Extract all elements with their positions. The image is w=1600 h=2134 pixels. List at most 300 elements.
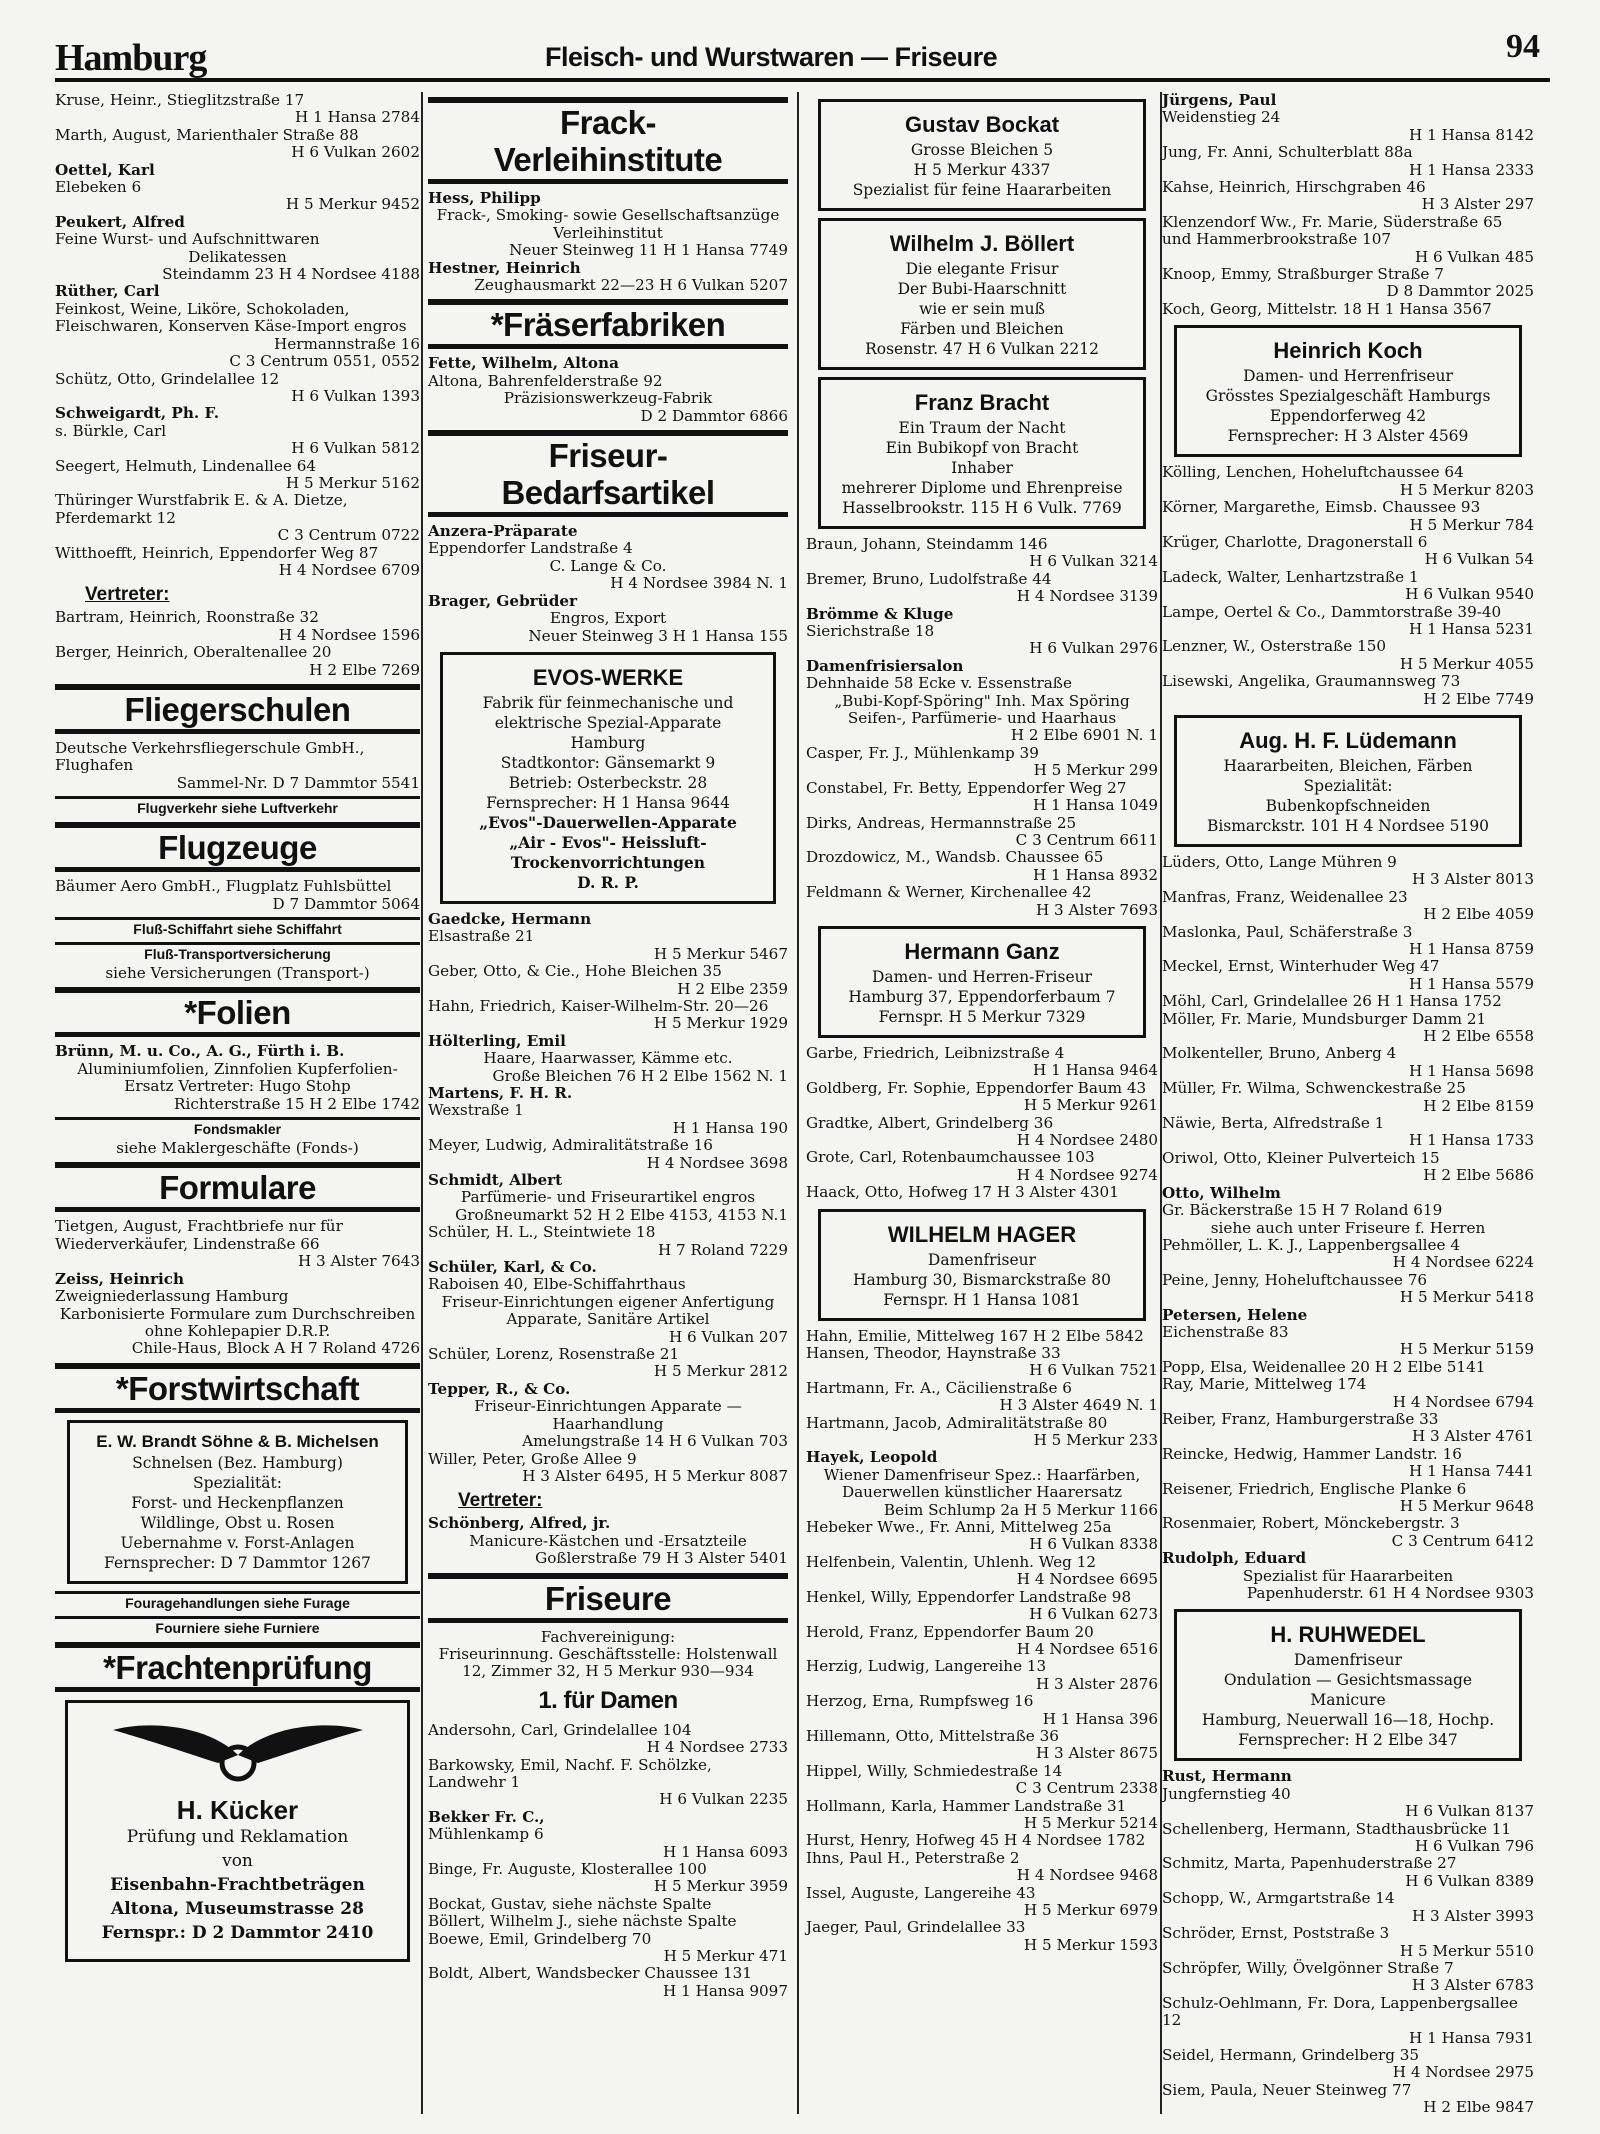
advertiser-name: EVOS-WERKE <box>532 664 684 690</box>
directory-entry <box>55 492 420 544</box>
entry-phone: H 4 Nordsee 6224 <box>1392 1253 1534 1272</box>
advertisement-line: Die elegante Frisur <box>905 260 1059 278</box>
entry-phone: H 1 Hansa 190 <box>672 1118 788 1137</box>
advertisement-line: Fernsprecher: H 1 Hansa 9644 <box>486 793 730 812</box>
directory-entry <box>428 1931 788 1966</box>
directory-entry <box>1162 1376 1534 1411</box>
advertisement-line: Manicure <box>1310 1691 1386 1710</box>
directory-entry <box>428 1085 788 1137</box>
directory-entry <box>428 355 788 425</box>
entry-name-bold: Schüler, Karl, & Co. <box>428 1258 597 1277</box>
entry-description: Friseur-Einrichtungen eigener Anfertigung Apparate, Sanitäre Artikel <box>441 1292 775 1329</box>
entry-phone: H 6 Vulkan 6273 <box>1029 1605 1158 1624</box>
directory-entry <box>428 1172 788 1224</box>
entry-phone: H 4 Nordsee 6516 <box>1016 1639 1158 1658</box>
entry-phone: H 5 Merkur 3959 <box>653 1877 788 1896</box>
entry-phone: H 5 Merkur 4055 <box>1399 654 1534 673</box>
entry-phone: H 1 Hansa 8759 <box>1409 940 1534 958</box>
entry-text: Möhl, Carl, Grindelallee 26 H 1 Hansa 1752 <box>1162 992 1502 1011</box>
directory-entry <box>55 878 420 913</box>
entry-text: Constabel, Fr. Betty, Eppendorfer Weg 27 <box>806 778 1127 797</box>
directory-entry <box>806 606 1158 658</box>
entry-name-bold: Martens, F. H. R. <box>428 1083 573 1102</box>
entry-phone: H 5 Merkur 471 <box>663 1947 788 1966</box>
entry-text: Lüders, Otto, Lange Mühren 9 <box>1162 852 1397 871</box>
advertisement-box <box>440 652 776 904</box>
entry-description: siehe Versicherungen (Transport-) <box>105 964 370 983</box>
entry-phone: H 5 Merkur 5162 <box>285 473 420 492</box>
entry-phone: H 3 Alster 2876 <box>1035 1674 1158 1693</box>
entry-phone: H 6 Vulkan 485 <box>1414 247 1534 266</box>
category-heading: *Frachtenprüfung <box>55 1642 420 1692</box>
entry-text: Lampe, Oertel & Co., Dammtorstraße 39-40 <box>1162 602 1502 621</box>
entry-text: Ihns, Paul H., Peterstraße 2 <box>806 1848 1020 1867</box>
entry-phone: C 3 Centrum 2338 <box>1015 1779 1158 1798</box>
entry-text: Hollmann, Karla, Hammer Landstraße 31 <box>806 1796 1127 1815</box>
directory-entry <box>806 1519 1158 1554</box>
entry-phone: H 5 Merkur 784 <box>1409 515 1534 534</box>
entry-phone: H 1 Hansa 5698 <box>1409 1061 1534 1080</box>
category-heading: Formulare <box>55 1162 420 1212</box>
entry-text: Schmitz, Marta, Papenhuderstraße 27 <box>1162 1854 1457 1873</box>
directory-entry <box>55 1140 420 1157</box>
directory-entry <box>55 1271 420 1358</box>
entry-phone: H 4 Nordsee 9468 <box>1016 1866 1158 1885</box>
directory-entry <box>428 523 788 593</box>
directory-entry <box>1162 534 1534 569</box>
entry-name-bold: Hess, Philipp <box>428 189 541 207</box>
directory-entry <box>1162 673 1534 708</box>
entry-name-bold: Fette, Wilhelm, Altona <box>428 354 619 373</box>
advertisement-line: Hamburg 30, Bismarckstraße 80 <box>853 1270 1111 1289</box>
advertisement-line: „Evos"-Dauerwellen-Apparate <box>479 812 737 832</box>
directory-entry <box>428 190 788 260</box>
entry-phone: H 3 Alster 6783 <box>1411 1976 1534 1995</box>
entry-text: Molkenteller, Bruno, Anberg 4 <box>1162 1044 1397 1063</box>
directory-entry <box>1162 924 1534 959</box>
advertisement-line: Damen- und Herren-Friseur <box>871 967 1093 986</box>
entry-description: Präzisionswerkzeug-Fabrik <box>503 389 713 408</box>
entry-text: Schulz-Oehlmann, Fr. Dora, Lappenbergsallee 12 <box>1162 1993 1518 2030</box>
advertisement-line: mehrerer Diplome und Ehrenpreise <box>841 479 1123 497</box>
advertisement-line: Trockenvorrichtungen <box>510 852 706 872</box>
entry-phone: H 6 Vulkan 3214 <box>1029 552 1158 571</box>
header-rule <box>55 78 1550 82</box>
directory-entry <box>1162 1855 1534 1890</box>
advertisement-line: Prüfung und Reklamation <box>126 1826 349 1847</box>
entry-text: Feldmann & Werner, Kirchenallee 42 <box>806 883 1092 902</box>
entry-text: Meyer, Ludwig, Admiralitätstraße 16 <box>428 1136 713 1155</box>
entry-phone: H 1 Hansa 8932 <box>1033 865 1158 884</box>
directory-entry <box>806 1184 1158 1201</box>
subheading: 1. für Damen <box>538 1686 678 1714</box>
directory-entry <box>428 1629 788 1646</box>
directory-entry <box>428 1913 788 1930</box>
directory-entry <box>1162 1821 1534 1856</box>
entry-text: Schopp, W., Armgartstraße 14 <box>1162 1889 1395 1908</box>
entry-phone: Beim Schlump 2a H 5 Merkur 1166 <box>883 1500 1158 1519</box>
entry-text: Meckel, Ernst, Winterhuder Weg 47 <box>1162 957 1440 976</box>
directory-entry <box>428 1965 788 2000</box>
entry-text: Barkowsky, Emil, Nachf. F. Schölzke, Landwehr 1 <box>428 1755 712 1791</box>
cross-reference: Fourniere siehe Furniere <box>55 1616 420 1637</box>
advertisement-box <box>818 926 1146 1038</box>
directory-entry <box>1162 889 1534 924</box>
entry-phone: H 6 Vulkan 7521 <box>1029 1361 1158 1380</box>
advertisement-box <box>67 1420 408 1584</box>
entry-description: Wiener Damenfriseur Spez.: Haarfärben, Dauerwellen künstlicher Haarersatz <box>823 1465 1141 1502</box>
entry-phone: C 3 Centrum 6611 <box>1015 830 1158 849</box>
directory-entry <box>428 1137 788 1172</box>
directory-entry <box>55 214 420 284</box>
cross-reference: Fluß-Transportversicherung <box>55 942 420 963</box>
directory-entry <box>428 1033 788 1085</box>
entry-text: s. Bürkle, Carl <box>55 421 167 440</box>
entry-text: Pehmöller, L. K. J., Lappenbergsallee 4 <box>1162 1235 1461 1254</box>
entry-phone: H 5 Merkur 9648 <box>1399 1497 1534 1515</box>
entry-text: Müller, Fr. Wilma, Schwenckestraße 25 <box>1162 1079 1466 1098</box>
directory-entry <box>55 1043 420 1113</box>
directory-entry <box>806 658 1158 745</box>
entry-text: Feinkost, Weine, Liköre, Schokoladen, Fleischwaren, Konserven Käse-Import engros <box>55 299 407 336</box>
entry-name-bold: Bekker Fr. C., <box>428 1807 545 1826</box>
advertisement-line: Fernsprecher: H 3 Alster 4569 <box>1227 427 1469 446</box>
advertiser-name: Franz Bracht <box>914 390 1050 415</box>
entry-phone: H 1 Hansa 9464 <box>1033 1061 1158 1080</box>
column-3 <box>806 92 1158 2126</box>
directory-entry <box>1162 1995 1534 2047</box>
entry-text: Sierichstraße 18 <box>806 622 935 641</box>
entry-phone: H 6 Vulkan 2235 <box>659 1790 788 1809</box>
column-divider <box>797 92 799 2114</box>
directory-entry <box>1162 2082 1534 2117</box>
directory-entry <box>806 1589 1158 1624</box>
directory-entry <box>1162 638 1534 673</box>
entry-phone: Große Bleichen 76 H 2 Elbe 1562 N. 1 <box>492 1066 788 1085</box>
entry-phone: H 7 Roland 7229 <box>657 1240 788 1259</box>
directory-entry <box>428 1451 788 1486</box>
advertisement-line: Altona, Museumstrasse 28 <box>111 1898 364 1919</box>
entry-phone: H 6 Vulkan 5812 <box>291 439 420 458</box>
advertisement-line: elektrische Spezial-Apparate <box>494 713 722 732</box>
winged-wheel-icon <box>108 1715 368 1795</box>
advertisement-box <box>818 377 1146 529</box>
entry-text: Herzog, Erna, Rumpfsweg 16 <box>806 1692 1034 1711</box>
entry-text: Seegert, Helmuth, Lindenallee 64 <box>55 456 317 475</box>
entry-name-bold: Brömme & Kluge <box>806 604 954 623</box>
advertisement-line: „Air - Evos"- Heissluft- <box>509 832 707 852</box>
directory-entry <box>1162 1960 1534 1995</box>
entry-name-bold: Hayek, Leopold <box>806 1448 938 1467</box>
advertisement-box <box>1174 1609 1522 1761</box>
directory-entry <box>1162 1045 1534 1080</box>
entry-phone: H 6 Vulkan 207 <box>668 1327 788 1346</box>
entry-phone: H 3 Alster 7693 <box>1035 900 1158 919</box>
entry-phone: Amelungstraße 14 H 6 Vulkan 703 <box>522 1432 788 1451</box>
directory-entry <box>428 911 788 963</box>
directory-entry <box>1162 1411 1534 1446</box>
directory-entry <box>806 1149 1158 1184</box>
entry-text: Reincke, Hedwig, Hammer Landstr. 16 <box>1162 1444 1462 1463</box>
directory-entry <box>1162 993 1534 1010</box>
advertisement-line: Spezialität: <box>1303 776 1393 795</box>
entry-text: Jung, Fr. Anni, Schulterblatt 88a <box>1162 143 1413 162</box>
entry-phone: H 2 Elbe 7749 <box>1423 689 1534 708</box>
entry-phone: H 4 Nordsee 2733 <box>646 1738 788 1757</box>
entry-phone: H 6 Vulkan 8338 <box>1029 1535 1158 1554</box>
column-1 <box>55 92 420 2126</box>
entry-text: Möller, Fr. Marie, Mundsburger Damm 21 <box>1162 1009 1487 1028</box>
page-number: 94 <box>1506 28 1540 65</box>
category-heading: Friseure <box>428 1573 788 1623</box>
entry-phone: H 2 Elbe 9847 <box>1423 2098 1534 2117</box>
directory-entry <box>1162 2047 1534 2082</box>
entry-description: C. Lange & Co. <box>549 556 667 575</box>
entry-phone: H 6 Vulkan 2602 <box>291 143 420 162</box>
advertisement-line: Hamburg, Neuerwall 16—18, Hochp. <box>1201 1711 1495 1730</box>
directory-entry <box>55 127 420 162</box>
directory-entry <box>806 745 1158 780</box>
entry-phone: H 6 Vulkan 54 <box>1424 550 1534 569</box>
entry-text: Peine, Jenny, Hoheluftchaussee 76 <box>1162 1270 1428 1289</box>
entry-phone: H 3 Alster 8013 <box>1411 870 1534 889</box>
entry-phone: H 2 Elbe 7269 <box>309 660 420 679</box>
directory-entry <box>1162 1185 1534 1237</box>
entry-text: Raboisen 40, Elbe-Schiffahrthaus <box>428 1275 686 1294</box>
entry-phone: H 6 Vulkan 8389 <box>1405 1871 1534 1890</box>
directory-entry <box>428 998 788 1033</box>
entry-text: Schellenberg, Hermann, Stadthausbrücke 11 <box>1162 1819 1512 1838</box>
entry-text: Garbe, Friedrich, Leibnizstraße 4 <box>806 1043 1065 1062</box>
directory-entry <box>1162 144 1534 179</box>
directory-entry <box>1162 464 1534 499</box>
directory-entry <box>1162 1080 1534 1115</box>
directory-entry <box>1162 499 1534 534</box>
entry-text: Rosenmaier, Robert, Mönckebergstr. 3 <box>1162 1514 1460 1533</box>
entry-phone: H 1 Hansa 8142 <box>1409 125 1534 144</box>
entry-phone: H 5 Merkur 1593 <box>1023 1935 1158 1954</box>
advertisement-line: Uebernahme v. Forst-Anlagen <box>120 1533 355 1552</box>
directory-entry <box>806 1832 1158 1849</box>
advertisement-line: Eppendorferweg 42 <box>1269 407 1427 426</box>
entry-phone: H 2 Elbe 6901 N. 1 <box>1010 726 1158 745</box>
directory-entry <box>806 1658 1158 1693</box>
entry-text: Schröpfer, Willy, Övelgönner Straße 7 <box>1162 1958 1454 1977</box>
entry-text: Elsastraße 21 <box>428 927 535 946</box>
entry-phone: H 1 Hansa 1733 <box>1409 1131 1534 1150</box>
entry-phone: H 6 Vulkan 796 <box>1414 1837 1534 1856</box>
advertiser-name: H. Kücker <box>176 1794 299 1825</box>
entry-phone: D 2 Dammtor 6866 <box>640 406 788 425</box>
cross-reference: Fluß-Schiffahrt siehe Schiffahrt <box>55 917 420 938</box>
entry-text: Herold, Franz, Eppendorfer Baum 20 <box>806 1622 1094 1641</box>
advertiser-name: Wilhelm J. Böllert <box>889 231 1075 256</box>
entry-text: Dehnhaide 58 Ecke v. Essenstraße <box>806 674 1072 693</box>
directory-entry <box>806 1345 1158 1380</box>
entry-text: Hahn, Friedrich, Kaiser-Wilhelm-Str. 20—26 <box>428 996 769 1015</box>
advertisement-box <box>1174 325 1522 457</box>
entry-description: Parfümerie- und Friseurartikel engros <box>460 1188 756 1207</box>
entry-description: siehe Maklergeschäfte (Fonds-) <box>116 1139 359 1158</box>
entry-phone: Papenhuderstr. 61 H 4 Nordsee 9303 <box>1246 1584 1534 1603</box>
advertisement-line: Betrieb: Osterbeckstr. 28 <box>508 773 708 792</box>
advertisement-box <box>818 99 1146 211</box>
directory-entry <box>428 1259 788 1346</box>
directory-entry <box>806 815 1158 850</box>
directory-entry <box>55 283 420 353</box>
entry-text: Hebeker Wwe., Fr. Anni, Mittelweg 25a <box>806 1518 1112 1537</box>
directory-entry <box>806 1328 1158 1345</box>
entry-name-bold: Brager, Gebrüder <box>428 591 578 610</box>
entry-name-bold: Gaedcke, Hermann <box>428 909 592 928</box>
entry-text: Witthoefft, Heinrich, Eppendorfer Weg 87 <box>55 543 379 562</box>
directory-entry <box>806 884 1158 919</box>
entry-phone: H 2 Elbe 4059 <box>1423 905 1534 924</box>
advertisement-box <box>65 1700 410 1962</box>
entry-text: Kruse, Heinr., Stieglitzstraße 17 <box>55 91 305 109</box>
directory-entry <box>1162 1011 1534 1046</box>
directory-entry <box>1162 1890 1534 1925</box>
entry-phone: H 3 Alster 4761 <box>1411 1427 1534 1446</box>
entry-text: Klenzendorf Ww., Fr. Marie, Süderstraße 65 und Hammerbrookstraße 107 <box>1162 212 1503 249</box>
directory-entry <box>1162 301 1534 318</box>
entry-name-bold: Tepper, R., & Co. <box>428 1379 571 1398</box>
advertisement-line: Hamburg 37, Eppendorferbaum 7 <box>848 987 1116 1006</box>
directory-entry <box>1162 214 1534 266</box>
entry-text: Ray, Marie, Mittelweg 174 <box>1162 1375 1367 1394</box>
entry-text: Boewe, Emil, Grindelberg 70 <box>428 1929 652 1948</box>
entry-phone: Großneumarkt 52 H 2 Elbe 4153, 4153 N.1 <box>455 1205 788 1224</box>
entry-phone: H 5 Merkur 9261 <box>1023 1096 1158 1115</box>
category-heading: Flugzeuge <box>55 822 420 872</box>
directory-entry <box>806 536 1158 571</box>
advertiser-name: Aug. H. F. Lüdemann <box>1239 727 1457 753</box>
directory-entry <box>806 1115 1158 1150</box>
entry-phone: Chile-Haus, Block A H 7 Roland 4726 <box>131 1339 420 1358</box>
directory-entry <box>428 1722 788 1757</box>
directory-entry <box>55 609 420 644</box>
advertisement-line: Forst- und Heckenpflanzen <box>131 1493 344 1512</box>
directory-entry <box>55 353 420 370</box>
entry-text: Schröder, Ernst, Poststraße 3 <box>1162 1924 1390 1943</box>
entry-text: Hahn, Emilie, Mittelweg 167 H 2 Elbe 5842 <box>806 1326 1144 1345</box>
entry-description: Haare, Haarwasser, Kämme etc. <box>483 1049 733 1068</box>
entry-text: Bremer, Bruno, Ludolfstraße 44 <box>806 569 1052 588</box>
entry-description: Fachvereinigung: <box>540 1627 676 1646</box>
directory-entry <box>1162 92 1534 144</box>
entry-name-bold: Rudolph, Eduard <box>1162 1549 1307 1568</box>
directory-entry <box>806 1919 1158 1954</box>
entry-phone: H 1 Hansa 396 <box>1042 1709 1158 1728</box>
entry-text: Reiber, Franz, Hamburgerstraße 33 <box>1162 1409 1439 1428</box>
advertisement-line: von <box>222 1850 253 1871</box>
directory-entry <box>1162 958 1534 993</box>
entry-text: Grote, Carl, Rotenbaumchaussee 103 <box>806 1148 1095 1167</box>
entry-description: siehe auch unter Friseure f. Herren <box>1210 1218 1486 1237</box>
directory-entry <box>428 1515 788 1567</box>
advertisement-line: Fernspr. H 5 Merkur 7329 <box>878 1007 1086 1026</box>
entry-text: Hillemann, Otto, Mittelstraße 36 <box>806 1726 1059 1745</box>
entry-text: Knoop, Emmy, Straßburger Straße 7 <box>1162 265 1444 284</box>
advertisement-line: Haararbeiten, Bleichen, Färben <box>1223 756 1473 775</box>
entry-text: Maslonka, Paul, Schäferstraße 3 <box>1162 922 1413 941</box>
entry-text: Näwie, Berta, Alfredstraße 1 <box>1162 1114 1385 1133</box>
entry-phone: H 5 Merkur 1929 <box>653 1014 788 1033</box>
entry-name-bold: Damenfrisiersalon <box>806 656 964 675</box>
directory-entry <box>428 1896 788 1913</box>
entry-text: Goldberg, Fr. Sophie, Eppendorfer Baum 43 <box>806 1078 1147 1097</box>
entry-text: Haack, Otto, Hofweg 17 H 3 Alster 4301 <box>806 1183 1119 1202</box>
directory-entry <box>806 1850 1158 1885</box>
directory-entry <box>806 1554 1158 1589</box>
directory-entry <box>1162 1481 1534 1516</box>
entry-name-bold: Otto, Wilhelm <box>1162 1183 1281 1202</box>
directory-entry <box>1162 1768 1534 1820</box>
advertisement-line: Ondulation — Gesichtsmassage <box>1223 1671 1473 1690</box>
entry-phone: H 1 Hansa 5579 <box>1409 974 1534 993</box>
directory-entry <box>428 1346 788 1381</box>
entry-description: Karbonisierte Formulare zum Durchschreiben ohne Kohlepapier D.R.P. <box>59 1304 416 1340</box>
entry-phone: C 3 Centrum 0551, 0552 <box>229 352 420 371</box>
representatives-heading: Vertreter: <box>458 1490 543 1512</box>
entry-text: Andersohn, Carl, Grindelallee 104 <box>428 1720 692 1739</box>
advertisement-line: H 5 Merkur 4337 <box>913 161 1051 179</box>
advertisement-line: Rosenstr. 47 H 6 Vulkan 2212 <box>865 340 1099 358</box>
header-section: Fleisch- und Wurstwaren — Friseure <box>545 42 998 72</box>
directory-entry <box>1162 1237 1534 1272</box>
entry-text: Krüger, Charlotte, Dragonerstall 6 <box>1162 532 1428 551</box>
entry-description: Frack-, Smoking- sowie Gesellschaftsanzüge Verleihinstitut <box>436 206 780 242</box>
entry-phone: H 5 Merkur 5510 <box>1399 1941 1534 1960</box>
entry-phone: H 4 Nordsee 3698 <box>646 1153 788 1172</box>
entry-name-bold: Rüther, Carl <box>55 282 160 301</box>
advertisement-line: Bismarckstr. 101 H 4 Nordsee 5190 <box>1206 816 1490 835</box>
entry-text: Bäumer Aero GmbH., Flugplatz Fuhlsbüttel <box>55 877 392 896</box>
entry-text: Altona, Bahrenfelderstraße 92 <box>428 371 663 390</box>
advertiser-name: Gustav Bockat <box>904 112 1060 137</box>
directory-entry <box>428 1224 788 1259</box>
directory-entry <box>1162 1307 1534 1359</box>
directory-entry <box>55 458 420 493</box>
directory-entry <box>1162 1115 1534 1150</box>
category-heading: Fliegerschulen <box>55 684 420 734</box>
entry-phone: H 2 Elbe 8159 <box>1423 1096 1534 1115</box>
advertisement-box <box>818 1209 1146 1321</box>
entry-text: Wexstraße 1 <box>428 1101 524 1120</box>
directory-entry <box>55 162 420 214</box>
entry-name-bold: Jürgens, Paul <box>1162 91 1277 109</box>
entry-phone: C 3 Centrum 0722 <box>277 526 420 545</box>
advertisement-line: wie er sein muß <box>919 300 1045 318</box>
entry-phone: H 4 Nordsee 6709 <box>278 560 420 579</box>
entry-text: Jungfernstieg 40 <box>1162 1784 1291 1803</box>
category-heading: *Forstwirtschaft <box>55 1363 420 1413</box>
entry-text: Gr. Bäckerstraße 15 H 7 Roland 619 <box>1162 1201 1443 1220</box>
entry-phone: D 8 Dammtor 2025 <box>1386 282 1534 301</box>
entry-text: Issel, Auguste, Langereihe 43 <box>806 1883 1036 1902</box>
entry-name-bold: Hestner, Heinrich <box>428 258 581 277</box>
entry-phone: H 1 Hansa 5231 <box>1409 619 1534 638</box>
entry-text: Lenzner, W., Osterstraße 150 <box>1162 637 1387 656</box>
advertisement-line: Fernspr.: D 2 Dammtor 2410 <box>101 1922 374 1943</box>
advertisement-line: Bubenkopfschneiden <box>1265 796 1431 815</box>
directory-entry <box>1162 1515 1534 1550</box>
entry-text: Boldt, Albert, Wandsbecker Chaussee 131 <box>428 1964 752 1983</box>
directory-entry <box>1162 569 1534 604</box>
directory-entry <box>1162 1550 1534 1602</box>
advertiser-name: WILHELM HAGER <box>887 1221 1077 1247</box>
entry-phone: H 3 Alster 297 <box>1421 195 1534 214</box>
